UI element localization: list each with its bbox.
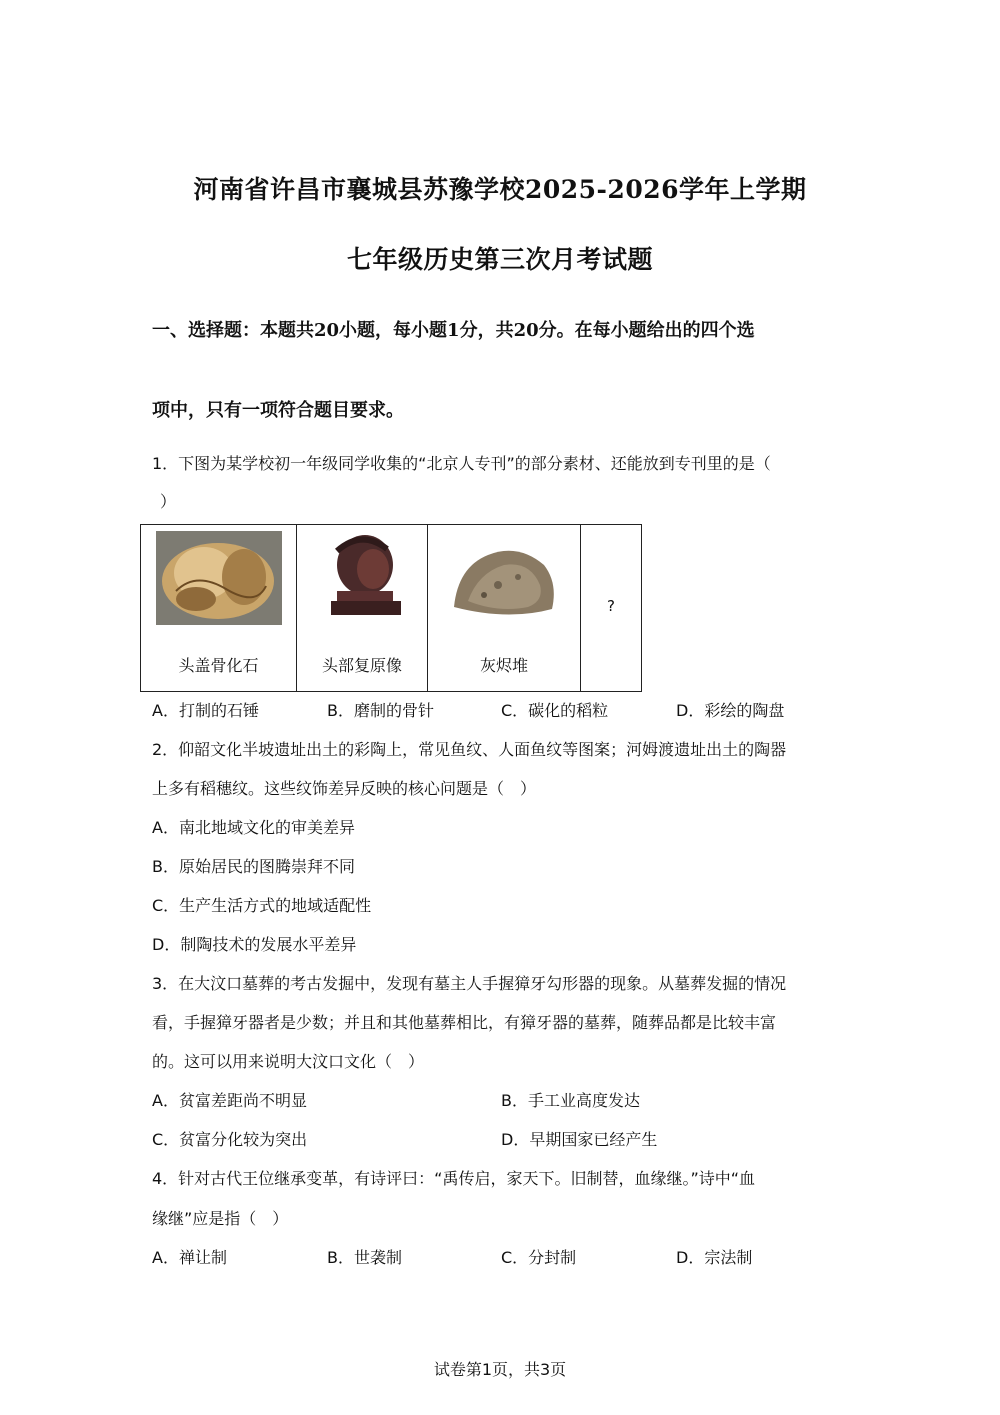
q4-stem-line2: 缘继”应是指（ ） <box>152 1209 289 1228</box>
q1-option-c[interactable]: C．碳化的稻粒 <box>501 701 609 720</box>
question-mark: ? <box>607 597 615 615</box>
figure-cell-unknown <box>581 525 641 691</box>
q2-stem-line2: 上多有稻穗纹。这些纹饰差异反映的核心问题是（ ） <box>152 779 537 798</box>
q2-option-d[interactable]: D．制陶技术的发展水平差异 <box>152 935 357 954</box>
q2-stem-line1: 2．仰韶文化半坡遗址出土的彩陶上，常见鱼纹、人面鱼纹等图案；河姆渡遗址出土的陶器 <box>152 740 787 759</box>
q3-option-b[interactable]: B．手工业高度发达 <box>501 1091 640 1110</box>
page-footer: 试卷第1页，共3页 <box>433 1360 567 1379</box>
q3-stem-line1: 3．在大汶口墓葬的考古发掘中，发现有墓主人手握獐牙勾形器的现象。从墓葬发掘的情况 <box>152 974 787 993</box>
q1-option-a[interactable]: A．打制的石锤 <box>152 701 259 720</box>
q4-option-a[interactable]: A．禅让制 <box>152 1248 227 1267</box>
q2-option-c[interactable]: C．生产生活方式的地域适配性 <box>152 896 372 915</box>
caption-ash: 灰烬堆 <box>479 656 528 675</box>
q1-figure-table <box>140 524 642 692</box>
section-heading-line2: 项中，只有一项符合题目要求。 <box>152 400 404 421</box>
q1-stem-line2: ） <box>160 492 177 511</box>
q1-option-b[interactable]: B．磨制的骨针 <box>327 701 434 720</box>
section-heading-line1: 一、选择题：本题共20小题，每小题1分，共20分。在每小题给出的四个选 <box>152 320 755 341</box>
figure-cell-bust <box>297 525 427 691</box>
figure-cell-ash <box>428 525 580 691</box>
skull-fossil-image <box>156 531 282 625</box>
head-bust-image <box>307 531 417 619</box>
q4-option-c[interactable]: C．分封制 <box>501 1248 577 1267</box>
q4-option-d[interactable]: D．宗法制 <box>676 1248 753 1267</box>
exam-title-line2: 七年级历史第三次月考试题 <box>346 245 653 274</box>
caption-bust: 头部复原像 <box>321 656 402 675</box>
q2-option-b[interactable]: B．原始居民的图腾崇拜不同 <box>152 857 355 876</box>
q3-option-c[interactable]: C．贫富分化较为突出 <box>152 1130 308 1149</box>
q4-option-b[interactable]: B．世袭制 <box>327 1248 402 1267</box>
q3-stem-line2: 看，手握獐牙器者是少数；并且和其他墓葬相比，有獐牙器的墓葬，随葬品都是比较丰富 <box>152 1013 777 1032</box>
q2-option-a[interactable]: A．南北地域文化的审美差异 <box>152 818 355 837</box>
ash-pile-image <box>448 537 560 623</box>
q3-option-a[interactable]: A．贫富差距尚不明显 <box>152 1091 307 1110</box>
exam-title-line1: 河南省许昌市襄城县苏豫学校2025-2026学年上学期 <box>193 175 807 204</box>
q4-stem-line1: 4．针对古代王位继承变革，有诗评曰：“禹传启，家天下。旧制替，血缘继。”诗中“血 <box>152 1169 756 1188</box>
q1-option-d[interactable]: D．彩绘的陶盘 <box>676 701 785 720</box>
caption-skull: 头盖骨化石 <box>178 656 259 675</box>
figure-cell-skull <box>141 525 296 691</box>
q3-option-d[interactable]: D．早期国家已经产生 <box>501 1130 658 1149</box>
q1-stem-line1: 1．下图为某学校初一年级同学收集的“北京人专刊”的部分素材、还能放到专刊里的是（ <box>152 454 771 473</box>
q3-stem-line3: 的。这可以用来说明大汶口文化（ ） <box>152 1052 425 1071</box>
